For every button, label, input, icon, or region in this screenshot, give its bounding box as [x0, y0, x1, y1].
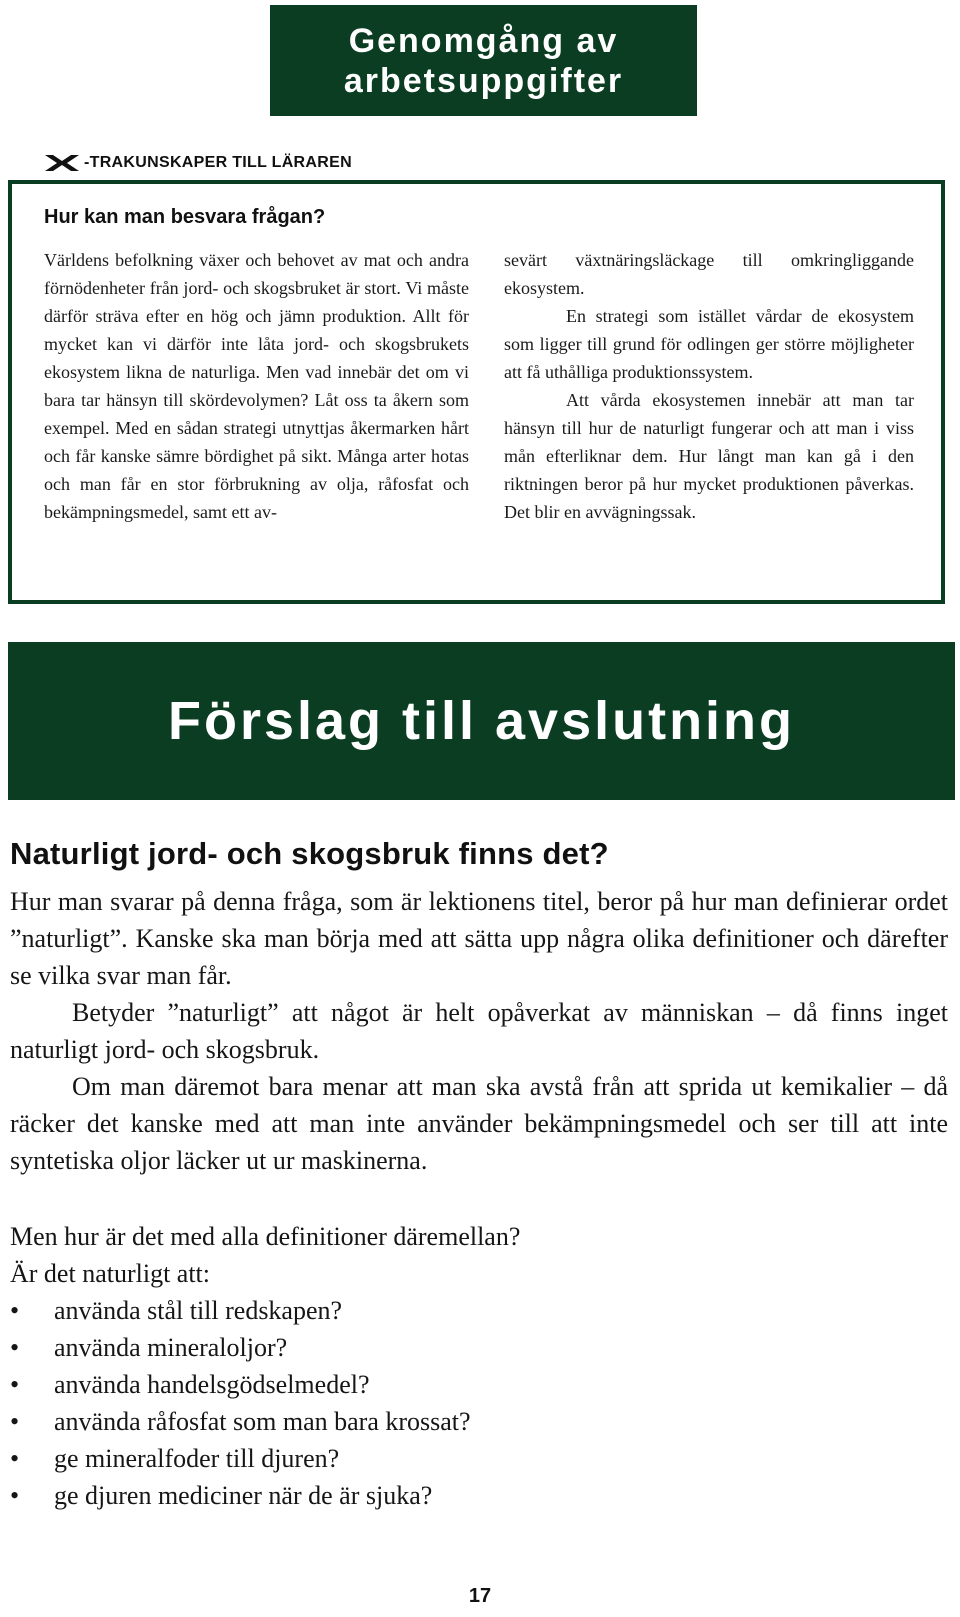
main-paragraph-1: Hur man svarar på denna fråga, som är lektionens titel, beror på hur man definierar ordet ”naturligt”. Kanske ska man börja med att sätta upp några olika definitioner och därefter se vilka svar man får. [10, 887, 948, 990]
bullet-icon: • [10, 1407, 20, 1436]
closing-banner-title: Förslag till avslutning [167, 691, 796, 751]
list-item-text: använda stål till redskapen? [54, 1296, 343, 1325]
bullet-icon: • [10, 1481, 20, 1510]
bullet-icon: • [10, 1370, 20, 1399]
closing-banner [8, 642, 955, 800]
info-box-right-column [504, 246, 914, 526]
question-lead: Är det naturligt att: [10, 1259, 211, 1288]
page-number: 17 [468, 1585, 492, 1607]
info-box-right-paragraph-3: Att vårda ekosystemen innebär att man tar hänsyn till hur de naturligt fungerar och att man i viss mån efterliknar dem. Hur långt man kan gå i den riktningen beror på hur mycket produktionen påverkas. Det blir en avvägningssak. [504, 390, 914, 522]
list-item-text: ge mineralfoder till djuren? [54, 1444, 340, 1473]
list-item [10, 1440, 948, 1477]
list-item [10, 1329, 948, 1366]
bullet-icon: • [10, 1444, 20, 1473]
section-header-line-1: Genomgång av [348, 21, 619, 60]
main-paragraph-2: Betyder ”naturligt” att något är helt opåverkat av människan – då finns inget naturligt jord- och skogsbruk. [10, 998, 948, 1064]
list-item-text: ge djuren mediciner när de är sjuka? [54, 1481, 433, 1510]
list-item-text: använda mineraloljor? [54, 1333, 288, 1362]
info-box-left-column [44, 246, 469, 526]
bullet-icon: • [10, 1333, 20, 1362]
list-item-text: använda råfosfat som man bara krossat? [54, 1407, 471, 1436]
main-paragraph-3: Om man däremot bara menar att man ska avstå från att sprida ut kemikalier – då räcker det kanske med att man inte använder bekämpningsmedel och ser till att inte syntetiska oljor läcker ut ur maskinerna. [10, 1072, 948, 1175]
info-box-right-paragraph-2: En strategi som istället vårdar de ekosystem som ligger till grund för odlingen ger större möjligheter att få uthålliga produktionssystem. [504, 306, 914, 382]
list-item [10, 1366, 948, 1403]
list-item [10, 1477, 948, 1514]
list-item [10, 1403, 948, 1440]
section-header [270, 5, 697, 116]
bullet-icon: • [10, 1296, 20, 1325]
info-box-heading: Hur kan man besvara frågan? [44, 206, 326, 228]
question-list [10, 1292, 948, 1514]
info-box-right-paragraph-1: sevärt växtnäringsläckage till omkringliggande ekosystem. [504, 250, 914, 298]
section-header-line-2: arbetsuppgifter [343, 61, 624, 100]
questions-section [10, 1218, 948, 1514]
info-box-left-paragraph: Världens befolkning växer och behovet av mat och andra förnödenheter från jord- och skogsbruket är stort. Vi måste därför sträva efter en hög och jämn produktion. Allt för mycket kan vi därför inte låta jord- och skogsbrukets ekosystem likna de naturliga. Men vad innebär det om vi bara tar hänsyn till skördevolymen? Låt oss ta åkern som exempel. Med en sådan strategi utnyttjas åkermarken hårt och får kanske sämre bördighet på sikt. Många arter hotas och man får en stor förbrukning av olja, råfosfat och bekämpningsmedel, samt ett av- [44, 250, 469, 522]
main-title: Naturligt jord- och skogsbruk finns det? [10, 836, 609, 871]
list-item-text: använda handelsgödselmedel? [54, 1370, 370, 1399]
info-box [8, 180, 945, 604]
question-intro: Men hur är det med alla definitioner däremellan? [10, 1222, 521, 1251]
section-label-text: -TRAKUNSKAPER TILL LÄRAREN [84, 154, 352, 171]
main-body [10, 883, 948, 1179]
section-label [44, 148, 352, 178]
x-logo-icon [44, 153, 80, 173]
list-item [10, 1292, 948, 1329]
